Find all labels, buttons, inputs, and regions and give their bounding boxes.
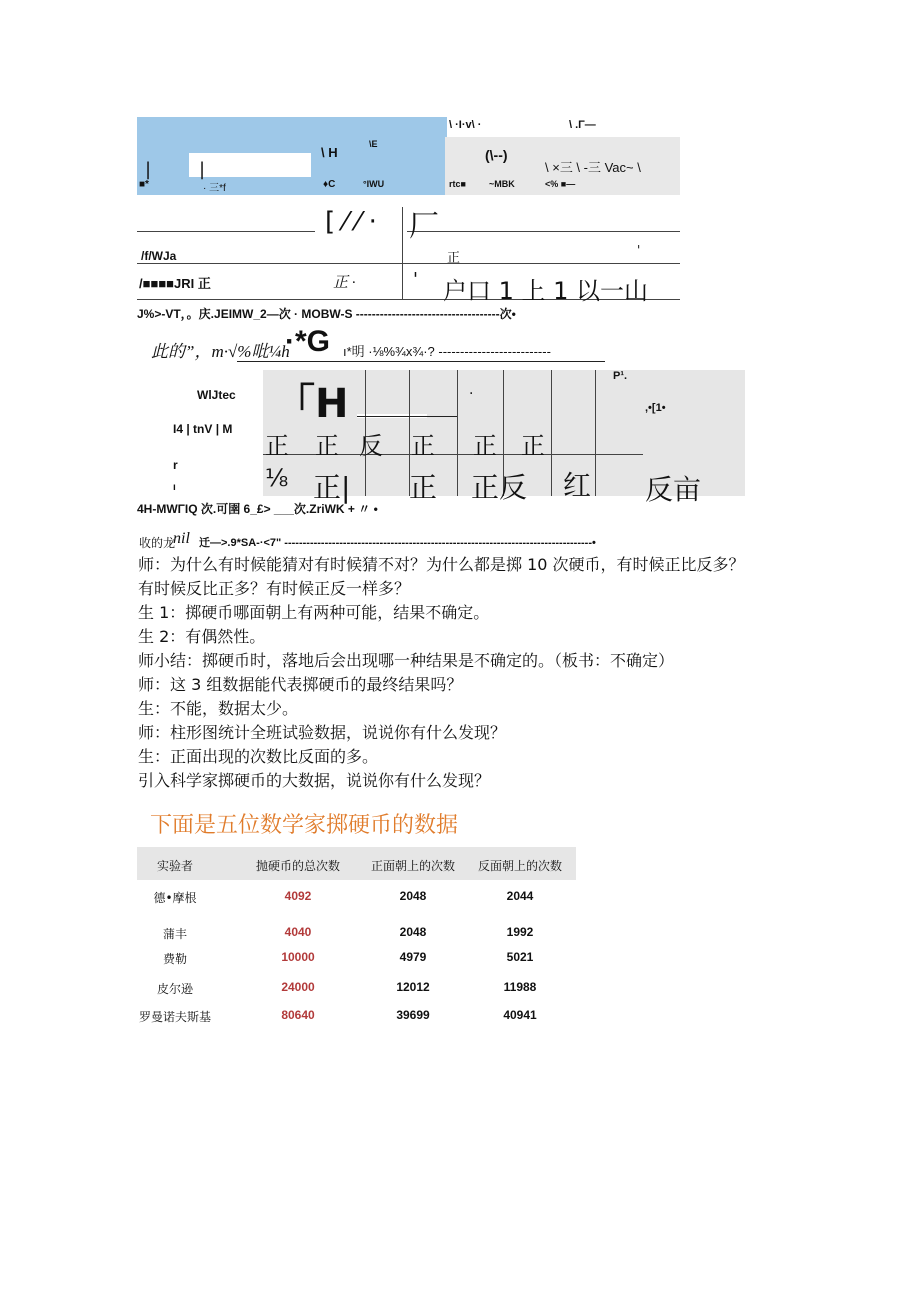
paragraph-line: 生 1：掷硬币哪面朝上有两种可能，结果不确定。 [138,603,490,622]
grid-tail-2c: 迁—>.9*SA-·<7" ------------------------------------------------------------------------------------• [199,537,596,549]
coin-table-value: 24000 [281,980,315,994]
grid-tail-1: 4H-MWΓIQ 次.可圉 6_£> ___次.ZriWK + 〃 • [137,502,378,516]
header-fragment-6: \ ×三 \ -三 Vac~ \ [545,160,641,175]
coin-column-header: 反面朝上的次数 [477,859,562,873]
grid-cell-b-2: 正| [313,471,351,504]
grid-col-line [551,370,552,496]
grid-right-note: ,•[1• [645,402,666,414]
paragraph-line: 师：柱形图统计全班试验数据，说说你有什么发现？ [138,723,507,742]
blue-band-white-box [189,153,311,177]
paragraph-line: 有时候反比正多？有时候正反一样多？ [138,579,411,598]
coin-experimenter-name: 蒲丰 [162,927,187,941]
grid-cell-fan-1: 反 [359,432,383,460]
coin-table-value: 40941 [503,1008,537,1022]
header-fragment-13: <% ■— [545,179,576,189]
rule-line [137,231,315,232]
rule-line [407,231,680,232]
paragraph-line: 师小结：掷硬币时，落地后会出现哪一种结果是不确定的。（板书：不确定） [138,651,675,670]
header-fragment-5: (\--) [485,147,508,163]
grid-cell-b-1: ⅛ [265,464,289,492]
header-fragment-2: \ .Γ— [569,119,596,131]
grid-cell-zheng-5: 正 [521,432,545,460]
paragraph-line: 师：这 3 组数据能代表掷硬币的最终结果吗？ [138,675,463,694]
header-fragment-11: rtc■ [449,179,466,189]
coin-table-value: 4092 [284,889,312,903]
grid-cell-zheng-3: 正 [411,432,435,460]
grid-label-4: ı [173,482,176,493]
header-fragment-3: \ H [321,145,338,160]
garbled-line-2-italic: 此的”，m·√%吡¼h [151,342,290,361]
grid-tail-2b: nil [173,530,190,547]
grid-cell-zheng-1: 正 [265,432,289,460]
coin-table-value: 2048 [399,889,427,903]
grid-cell-b-4: 正反 [471,471,528,504]
coin-table-value: 2044 [506,889,534,903]
grid-cell-b-6: 反亩 [645,473,702,506]
row-zheng-a: 正 [447,251,461,266]
grid-big-h: 「H [275,381,349,427]
coin-table-value: 4040 [284,925,312,939]
coin-table-value: 1992 [506,925,534,939]
row-label-b: /■■■■JRI 正 [139,276,211,291]
coin-experimenter-name: 费勒 [162,952,187,966]
coin-table-value: 80640 [281,1008,315,1022]
garbled-line-2-rest: ı*明 ·⅛%¾x¾·? -------------------------- [343,344,551,359]
coin-column-header: 抛硬币的总次数 [255,859,340,873]
grid-cell-zheng-2: 正 [315,432,339,460]
garbled-line-2-big: ·*G [285,325,330,358]
paragraph-line: 师：为什么有时候能猜对有时候猜不对？为什么都是掷 10 次硬币，有时候正比反多？ [138,555,745,574]
row-big-text: 户口 1 上 1 以一山 [443,277,649,305]
row-label-a: /f/WJa [141,249,177,263]
row-tick: ' [637,243,641,257]
coin-table-value: 10000 [281,950,315,964]
grid-tail-2a: 收的龙 [139,536,176,550]
coin-table-value: 12012 [396,980,430,994]
grid-col-line [595,370,596,496]
header-fragment-7: ■* [139,179,149,190]
grid-label-3: r [173,458,178,472]
row-zheng-b: 正 · [333,275,356,291]
coin-table-value: 5021 [506,950,534,964]
coin-column-header: 正面朝上的次数 [370,859,455,873]
header-fragment-12: ~MBK [489,179,515,189]
large-fragment-right: 厂 [409,209,439,244]
garbled-line-1: J%>-VT，。庆.JEIMW_2—次 · MOBW-S ------------------------------------次• [137,307,516,321]
header-fragment-9: ♦C [323,179,336,190]
rule-divider [402,207,403,299]
row-comma: ' [413,269,418,290]
grid-p1: P¹. [613,370,628,382]
paragraph-line: 生 2：有偶然性。 [138,627,266,646]
coin-experimenter-name: 罗曼诺夫斯基 [138,1010,211,1024]
coin-table-value: 39699 [396,1008,430,1022]
paragraph-line: 生：不能，数据太少。 [138,699,299,718]
header-fragment-10: °IWU [363,179,385,189]
paragraph-line: 引入科学家掷硬币的大数据，说说你有什么发现？ [138,771,491,790]
grid-cell-b-5: 红 [563,469,592,502]
grid-label-1: WlJtec [197,388,236,402]
grid-label-2: I4 | tnV | M [173,422,233,436]
coin-table-value: 11988 [503,980,537,994]
coin-table-value: 2048 [399,925,427,939]
rule-line [137,263,680,264]
grid-cell-zheng-4: 正 [473,432,497,460]
grid-cell-b-3: 正 [409,471,438,504]
grid-col-line [457,370,458,496]
grid-row-line [357,416,457,417]
header-fragment-4: \E [369,139,378,149]
coin-column-header: 实验者 [156,859,193,873]
coin-table-value: 4979 [399,950,427,964]
underline [237,361,605,362]
paragraph-line: 生：正面出现的次数比反面的多。 [138,747,379,766]
bar-mark-2: | [199,159,206,180]
coin-section-title: 下面是五位数学家掷硬币的数据 [150,813,459,838]
header-fragment-1: \ ·I·v\ · [449,119,482,131]
header-fragment-8: · 三*f [203,183,226,194]
bar-mark-1: | [145,159,152,180]
large-fragment-left: [ ⁄ ⁄ · [325,207,377,237]
grid-scan-block [137,368,747,550]
grid-dot: · [469,386,474,402]
coin-experimenter-name: 德•摩根 [153,891,197,905]
coin-experimenter-name: 皮尔逊 [156,982,193,996]
